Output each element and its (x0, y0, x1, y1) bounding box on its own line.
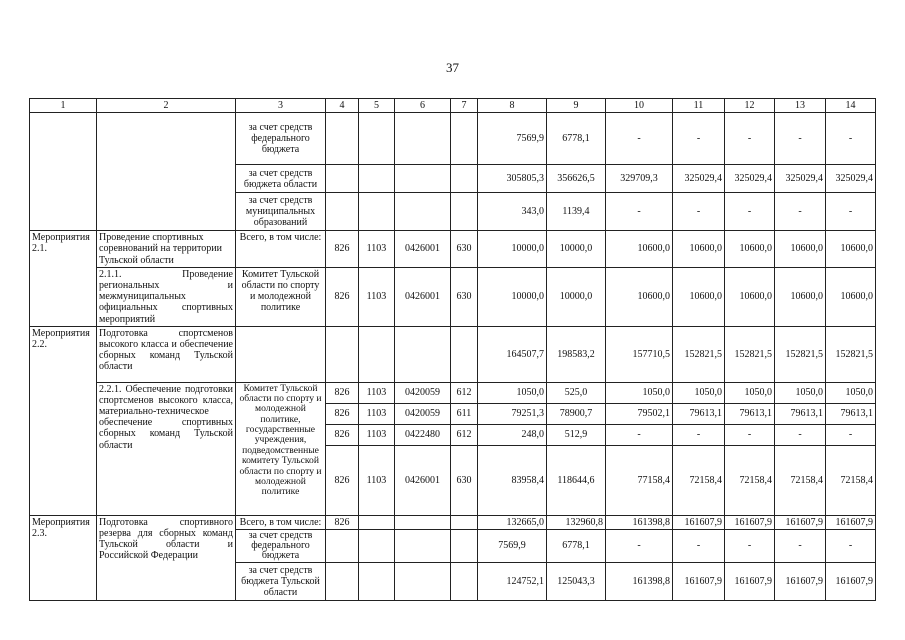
value-cell: - (826, 193, 876, 231)
code-cell: 826 (326, 267, 359, 326)
measure-description: Проведение спортивных соревнований на территории Тульской области (97, 231, 236, 268)
value-cell: 72158,4 (725, 445, 775, 515)
value-cell: 79251,3 (478, 403, 547, 424)
value-cell: 125043,3 (547, 562, 606, 600)
value-cell: 343,0 (478, 193, 547, 231)
value-cell: 132960,8 (547, 515, 606, 529)
value-cell: 305805,3 (478, 165, 547, 193)
value-cell: 72158,4 (826, 445, 876, 515)
code-cell: 826 (326, 231, 359, 268)
code-cell: 612 (451, 424, 478, 445)
value-cell: 157710,5 (606, 326, 673, 382)
executor: Комитет Тульской области по спорту и молодежной политике (236, 267, 326, 326)
value-cell: 118644,6 (547, 445, 606, 515)
code-cell: 630 (451, 267, 478, 326)
value-cell: - (775, 113, 826, 165)
value-cell: 10600,0 (606, 267, 673, 326)
measure-description: 2.2.1. Обеспечение подготовки спортсменов высокого класса, материально-техническое обеспечение спортивных сборных команд Тульской области (97, 382, 236, 515)
value-cell: - (775, 424, 826, 445)
value-cell: 10600,0 (775, 231, 826, 268)
value-cell: 72158,4 (673, 445, 725, 515)
value-cell: 1050,0 (673, 382, 725, 403)
value-cell: 79613,1 (725, 403, 775, 424)
header-cell: 10 (606, 99, 673, 113)
value-cell: - (826, 529, 876, 562)
code-cell: 826 (326, 382, 359, 403)
value-cell: 79502,1 (606, 403, 673, 424)
value-cell: 164507,7 (478, 326, 547, 382)
value-cell: 512,9 (547, 424, 606, 445)
table-row (30, 267, 876, 326)
code-cell: 1103 (359, 445, 395, 515)
code-cell: 0426001 (395, 231, 451, 268)
value-cell: 1050,0 (775, 382, 826, 403)
value-cell: 72158,4 (775, 445, 826, 515)
value-cell: 1139,4 (547, 193, 606, 231)
code-cell: 1103 (359, 267, 395, 326)
value-cell: 161607,9 (673, 515, 725, 529)
value-cell: 1050,0 (725, 382, 775, 403)
measure-description: 2.1.1. Проведение региональных и межмуниципальных официальных спортивных мероприятий (97, 267, 236, 326)
value-cell: 79613,1 (826, 403, 876, 424)
value-cell: 161607,9 (826, 562, 876, 600)
value-cell: 10600,0 (673, 267, 725, 326)
value-cell: - (826, 113, 876, 165)
code-cell: 611 (451, 403, 478, 424)
table-row (30, 113, 876, 165)
header-cell: 7 (451, 99, 478, 113)
code-cell: 630 (451, 231, 478, 268)
value-cell: 6778,1 (547, 113, 606, 165)
value-cell: - (606, 113, 673, 165)
value-cell: 10600,0 (775, 267, 826, 326)
measure-description: Подготовка спортивного резерва для сборных команд Тульской области и Российской Федерации (97, 515, 236, 600)
value-cell: 10000,0 (478, 231, 547, 268)
code-cell: 0420059 (395, 403, 451, 424)
executor: Комитет Тульской области по спорту и молодежной политике, государственные учреждения, подведомственные комитету Тульской области по спорту и молодежной политике (236, 382, 326, 515)
value-cell: 10600,0 (725, 231, 775, 268)
funding-source: Всего, в том числе: (236, 515, 326, 529)
measure-description: Подготовка спортсменов высокого класса и обеспечение сборных команд Тульской области (97, 326, 236, 382)
value-cell: 161607,9 (673, 562, 725, 600)
value-cell: 10000,0 (547, 267, 606, 326)
code-cell: 1103 (359, 231, 395, 268)
value-cell: 124752,1 (478, 562, 547, 600)
header-cell: 1 (30, 99, 97, 113)
header-cell: 11 (673, 99, 725, 113)
value-cell: - (606, 529, 673, 562)
value-cell: 325029,4 (775, 165, 826, 193)
value-cell: 161607,9 (775, 562, 826, 600)
value-cell: 161607,9 (725, 562, 775, 600)
value-cell: 10600,0 (606, 231, 673, 268)
value-cell: 6778,1 (547, 529, 606, 562)
value-cell: - (725, 424, 775, 445)
value-cell: 10600,0 (826, 267, 876, 326)
table-row (30, 231, 876, 268)
table-row (30, 515, 876, 529)
header-cell: 14 (826, 99, 876, 113)
value-cell: - (775, 193, 826, 231)
value-cell: 325029,4 (673, 165, 725, 193)
header-cell: 8 (478, 99, 547, 113)
code-cell: 0420059 (395, 382, 451, 403)
value-cell: 248,0 (478, 424, 547, 445)
value-cell: 77158,4 (606, 445, 673, 515)
funding-source: за счет средств бюджета Тульской области (236, 562, 326, 600)
code-cell: 0422480 (395, 424, 451, 445)
measure-label: Мероприятия 2.3. (30, 515, 97, 600)
value-cell: 152821,5 (673, 326, 725, 382)
funding-source: за счет средств бюджета области (236, 165, 326, 193)
value-cell: - (725, 529, 775, 562)
code-cell: 826 (326, 403, 359, 424)
cell-empty (97, 113, 236, 231)
value-cell: - (606, 193, 673, 231)
header-cell: 2 (97, 99, 236, 113)
value-cell: - (775, 529, 826, 562)
value-cell: 356626,5 (547, 165, 606, 193)
funding-source: за счет средств федерального бюджета (236, 529, 326, 562)
table-row (30, 382, 876, 403)
value-cell: 1050,0 (478, 382, 547, 403)
header-cell: 9 (547, 99, 606, 113)
header-cell: 5 (359, 99, 395, 113)
funding-source: за счет средств федерального бюджета (236, 113, 326, 165)
value-cell: 79613,1 (775, 403, 826, 424)
value-cell: 10600,0 (725, 267, 775, 326)
value-cell: 79613,1 (673, 403, 725, 424)
value-cell: 161607,9 (826, 515, 876, 529)
value-cell: 7569,9 (478, 113, 547, 165)
value-cell: 10000,0 (478, 267, 547, 326)
value-cell: 325029,4 (826, 165, 876, 193)
measure-label: Мероприятия 2.2. (30, 326, 97, 515)
value-cell: 329709,3 (606, 165, 673, 193)
value-cell: 132665,0 (478, 515, 547, 529)
value-cell: 152821,5 (826, 326, 876, 382)
code-cell: 1103 (359, 382, 395, 403)
code-cell: 0426001 (395, 445, 451, 515)
value-cell: - (673, 424, 725, 445)
page-number: 37 (446, 60, 459, 75)
header-cell: 13 (775, 99, 826, 113)
code-cell: 826 (326, 515, 359, 529)
value-cell: 78900,7 (547, 403, 606, 424)
header-cell: 4 (326, 99, 359, 113)
funding-source: за счет средств муниципальных образований (236, 193, 326, 231)
value-cell: - (725, 193, 775, 231)
cell-empty (30, 113, 97, 231)
code-cell: 630 (451, 445, 478, 515)
value-cell: 1050,0 (606, 382, 673, 403)
code-cell: 0426001 (395, 267, 451, 326)
value-cell: - (673, 193, 725, 231)
header-row (30, 99, 876, 113)
code-cell: 612 (451, 382, 478, 403)
header-cell: 6 (395, 99, 451, 113)
value-cell: 525,0 (547, 382, 606, 403)
value-cell: 83958,4 (478, 445, 547, 515)
value-cell: 325029,4 (725, 165, 775, 193)
table-row (30, 326, 876, 382)
value-cell: 10000,0 (547, 231, 606, 268)
measure-label: Мероприятия 2.1. (30, 231, 97, 327)
value-cell: 152821,5 (725, 326, 775, 382)
value-cell: 161607,9 (775, 515, 826, 529)
budget-table (29, 98, 876, 601)
funding-source: Всего, в том числе: (236, 231, 326, 268)
header-cell: 12 (725, 99, 775, 113)
value-cell: 161398,8 (606, 515, 673, 529)
value-cell: 152821,5 (775, 326, 826, 382)
value-cell: 10600,0 (673, 231, 725, 268)
value-cell: - (826, 424, 876, 445)
value-cell: 161607,9 (725, 515, 775, 529)
code-cell: 1103 (359, 424, 395, 445)
code-cell: 826 (326, 424, 359, 445)
value-cell: - (673, 113, 725, 165)
code-cell: 826 (326, 445, 359, 515)
value-cell: - (725, 113, 775, 165)
value-cell: 198583,2 (547, 326, 606, 382)
value-cell: 7569,9 (478, 529, 547, 562)
value-cell: - (606, 424, 673, 445)
header-cell: 3 (236, 99, 326, 113)
code-cell: 1103 (359, 403, 395, 424)
value-cell: 10600,0 (826, 231, 876, 268)
value-cell: - (673, 529, 725, 562)
value-cell: 1050,0 (826, 382, 876, 403)
value-cell: 161398,8 (606, 562, 673, 600)
